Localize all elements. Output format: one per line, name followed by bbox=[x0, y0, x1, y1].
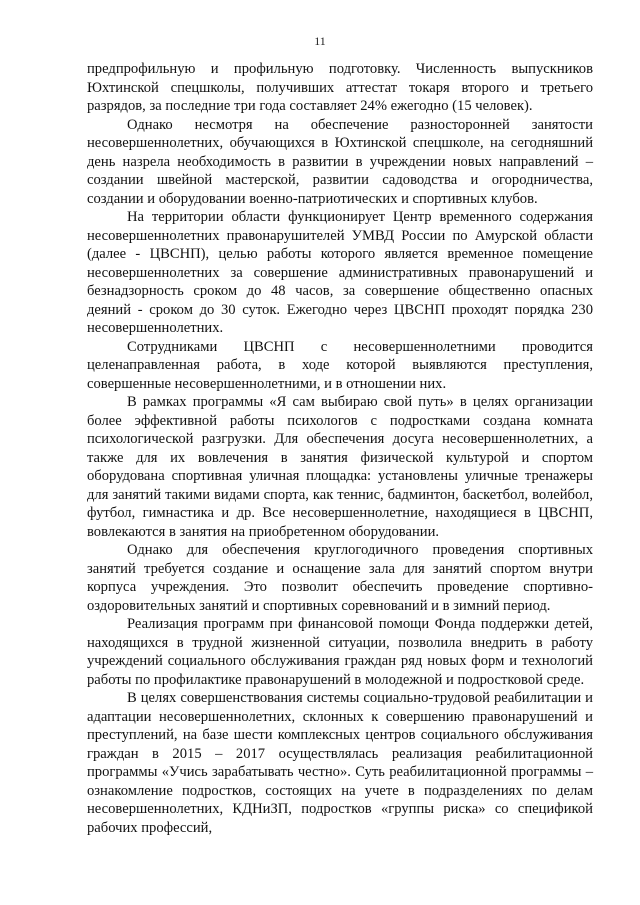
paragraph-sports-hall-need: Однако для обеспечения круглогодичного проведения спортивных занятий требуется создание и оснащение зала для занятий спортом внутри корпуса учреждения. Это позволит обеспечить проведение спортивно-оздоровительных занятий и спортивных соревнований и в зимний период. bbox=[87, 542, 593, 614]
paragraph-continuation: предпрофильную и профильную подготовку. Численность выпускников Юхтинской спецшколы, получивших аттестат токаря второго и третьего разрядов, за последние три года составляет 24% ежегодно (15 человек). bbox=[87, 61, 593, 114]
paragraph-cvsnp-staff-work: Сотрудниками ЦВСНП с несовершеннолетними проводится целенаправленная работа, в ходе которой выявляются преступления, совершенные несовершеннолетними, и в отношении них. bbox=[87, 338, 593, 392]
paragraph-spec-school-needs: Однако несмотря на обеспечение разносторонней занятости несовершеннолетних, обучающихся в Юхтинской спецшколе, на сегодняшний день назрела необходимость в развитии в учреждении новых направлений – создании швейной мастерской, развитии садоводства и огородничества, создании и оборудовании военно-патриотических и спортивных клубов. bbox=[87, 116, 593, 207]
paragraph-fund-support: Реализация программ при финансовой помощи Фонда поддержки детей, находящихся в трудной жизненной ситуации, позволила внедрить в работу учреждений социального обслуживания граждан ряд новых форм и технологий работы по профилактике правонарушений в молодежной и подростковой среде. bbox=[87, 616, 593, 688]
page-number: 11 bbox=[314, 34, 326, 48]
paragraph-program-my-path: В рамках программы «Я сам выбираю свой путь» в целях организации более эффективной работы психологов с подростками создана комната психологической разгрузки. Для обеспечения досуга несовершеннолетних, а также для их вовлечения в занятия физической культурой и спортом оборудована спортивная уличная площадка: установлены уличные тренажеры для занятий такими видами спорта, как теннис, бадминтон, баскетбол, волейбол, футбол, гимнастика и др. Все несовершеннолетние, находящиеся в ЦВСНП, вовлекаются в занятия на приобретенном оборудовании. bbox=[87, 394, 593, 540]
paragraph-cvsnp-center: На территории области функционирует Центр временного содержания несовершеннолетних правонарушителей УМВД России по Амурской области (далее - ЦВСНП), целью работы которого является временное помещение несовершеннолетних за совершение административных правонарушений и безнадзорность сроком до 48 часов, за совершение общественно опасных деяний - сроком до 30 суток. Ежегодно через ЦВСНП проходят порядка 230 несовершеннолетних. bbox=[87, 209, 593, 336]
document-body bbox=[87, 60, 593, 837]
paragraph-rehabilitation-program: В целях совершенствования системы социально-трудовой реабилитации и адаптации несовершеннолетних, склонных к совершению правонарушений и преступлений, на базе шести комплексных центров социального обслуживания граждан в 2015 – 2017 осуществлялась реализация реабилитационной программы «Учись зарабатывать честно». Суть реабилитационной программы – ознакомление подростков, состоящих на учете в подразделениях по делам несовершеннолетних, КДНиЗП, подростков «группы риска» со спецификой рабочих профессий, bbox=[87, 690, 593, 836]
